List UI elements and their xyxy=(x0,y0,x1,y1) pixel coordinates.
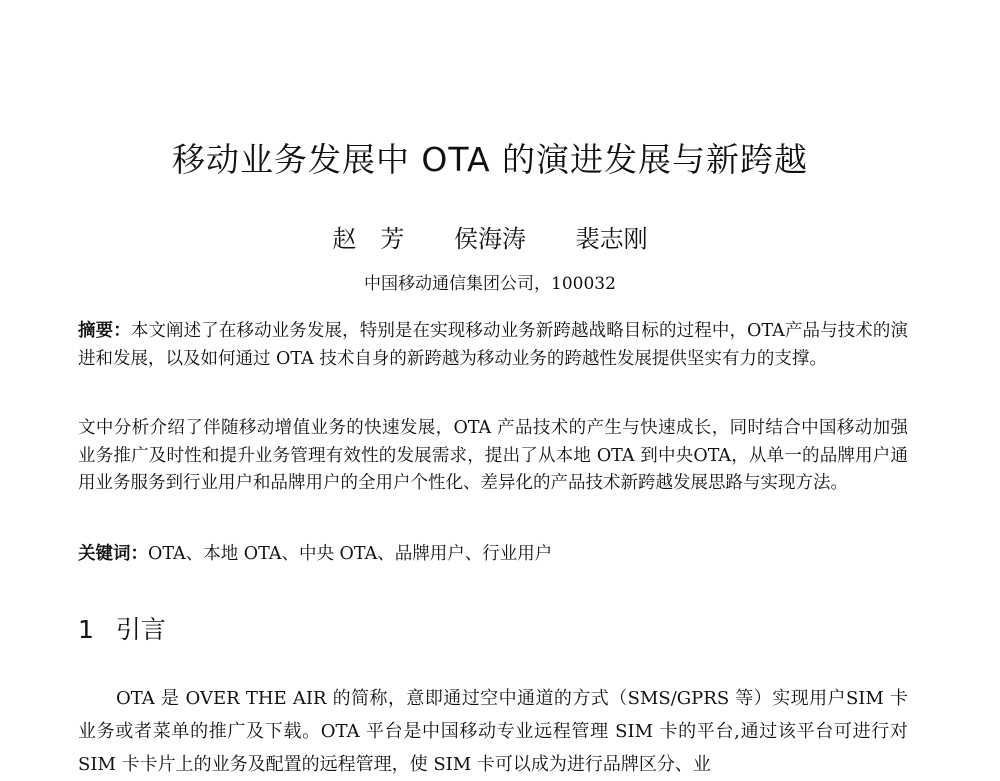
section-heading xyxy=(78,611,166,649)
affiliation: 中国移动通信集团公司，100032 xyxy=(364,274,616,294)
abstract-text: 本文阐述了在移动业务发展，特别是在实现移动业务新跨越战略目标的过程中，OTA产品与技术的演进和发展，以及如何通过 OTA 技术自身的新跨越为移动业务的跨越性发展提供坚实有力的支撑。 xyxy=(78,321,909,369)
abstract-paragraph-2: 文中分析介绍了伴随移动增值业务的快速发展，OTA 产品技术的产生与快速成长，同时结合中国移动加强业务推广及时性和提升业务管理有效性的发展需求，提出了从本地 OTA 到中央OTA，从单一的品牌用户通用业务服务到行业用户和品牌用户的全用户个性化、差异化的产品技术新跨越发展思路与实现方法。 xyxy=(78,418,908,493)
keywords-label: 关键词： xyxy=(78,544,148,564)
section-number: 1 xyxy=(78,615,94,644)
author-name: 赵 芳 xyxy=(332,225,405,253)
intro-paragraph: OTA 是 OVER THE AIR 的简称，意即通过空中通道的方式（SMS/GPRS 等）实现用户SIM 卡业务或者菜单的推广及下载。OTA 平台是中国移动专业远程管理 SIM 卡的平台,通过该平台可进行对 SIM 卡卡片上的业务及配置的远程管理，使 SIM 卡可以成为进行品牌区分、业 xyxy=(78,688,908,775)
paper-title: 移动业务发展中 OTA 的演进发展与新跨越 xyxy=(171,140,809,179)
author-name: 裴志刚 xyxy=(575,225,648,253)
section-title: 引言 xyxy=(115,615,166,644)
author-name: 侯海涛 xyxy=(454,225,526,253)
abstract xyxy=(78,318,908,373)
author-list xyxy=(0,222,980,256)
abstract-label: 摘要： xyxy=(78,321,131,341)
keywords xyxy=(78,541,908,569)
keywords-text: OTA、本地 OTA、中央 OTA、品牌用户、行业用户 xyxy=(148,544,553,564)
